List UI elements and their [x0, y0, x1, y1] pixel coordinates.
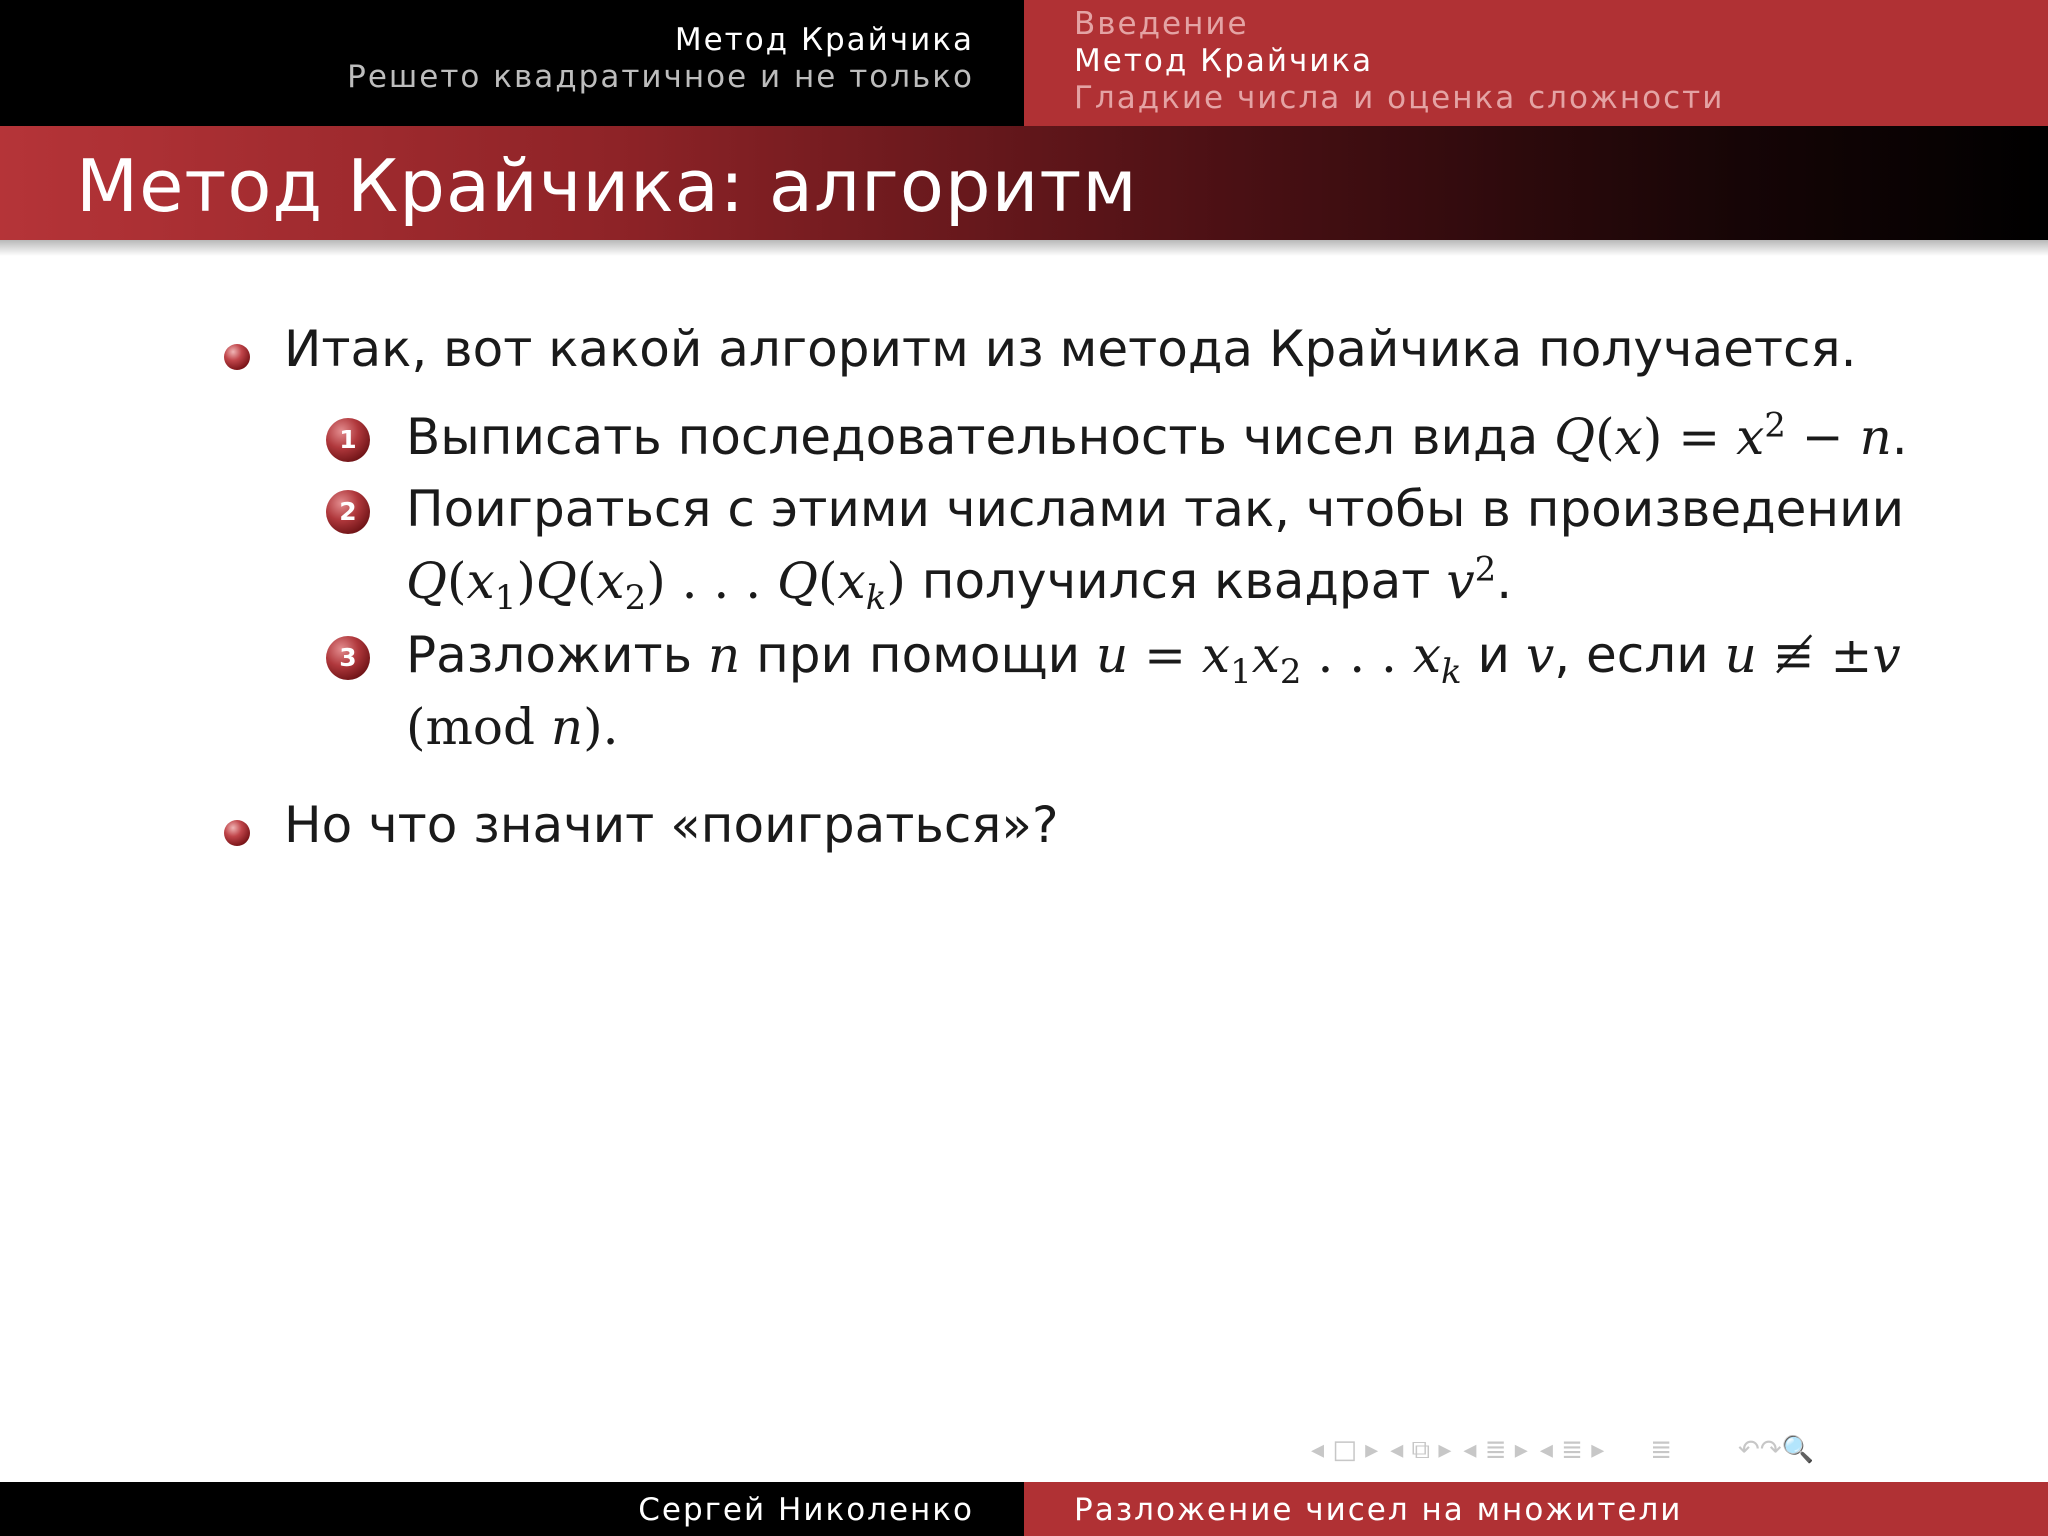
enumerate-item-2-cont: [406, 549, 1513, 618]
nav-outline-icon[interactable]: ≣: [1650, 1435, 1673, 1465]
frame-title: Метод Крайчика: алгоритм: [76, 144, 1138, 228]
item-3-text-d: , если: [1554, 626, 1709, 684]
section-link-kraitchik[interactable]: Метод Крайчика: [1074, 43, 1374, 79]
item-3-text-a: Разложить: [406, 626, 693, 684]
formula-product: $Q(x_1)Q(x_2)$ . . . $Q(x_k)$: [406, 552, 906, 618]
footer-talk-title: Разложение чисел на множители: [1074, 1492, 1683, 1528]
item-1-text: Выписать последовательность чисел вида: [406, 408, 1539, 466]
item-3-text-c: и: [1477, 626, 1511, 684]
enumerate-item-3: [406, 626, 1901, 692]
bullet-text-question: Но что значит «поиграться»?: [284, 796, 1059, 854]
formula-u-def: $u = x_1x_2$ . . . $x_k$: [1095, 626, 1462, 692]
enumerate-item-2: Поиграться с этими числами так, чтобы в произведении: [406, 480, 1905, 538]
formula-q-x: $Q(x) = x^2 - n$.: [1554, 405, 1908, 466]
presentation-title[interactable]: Метод Крайчика: [674, 22, 974, 58]
bullet-ball: [224, 344, 250, 370]
footer-right-panel: [1024, 1482, 2048, 1536]
item-2-cont-text: получился квадрат: [921, 552, 1431, 610]
nav-search-icon[interactable]: ↶↷🔍: [1738, 1435, 1814, 1465]
item-3-text-b: при помощи: [756, 626, 1081, 684]
footer-author: Сергей Николенко: [638, 1492, 974, 1528]
enumerate-number-1: 1: [326, 418, 370, 462]
formula-v: v: [1525, 626, 1555, 684]
formula-n: n: [707, 626, 741, 684]
nav-section-icon[interactable]: ◂ ≣ ▸: [1463, 1435, 1528, 1465]
enumerate-number-2: 2: [326, 490, 370, 534]
bullet-ball: [224, 820, 250, 846]
nav-subsection-icon[interactable]: ◂ ⧉ ▸: [1390, 1434, 1452, 1465]
footer-left-panel: [0, 1482, 1024, 1536]
beamer-navigation: [1305, 1432, 1820, 1468]
bullet-text-intro: Итак, вот какой алгоритм из метода Крайчика получается.: [284, 320, 1857, 378]
section-link-intro[interactable]: Введение: [1074, 6, 1249, 42]
section-link-smooth-numbers[interactable]: Гладкие числа и оценка сложности: [1074, 80, 1725, 116]
nav-document-icon[interactable]: ◂ ≣ ▸: [1539, 1435, 1605, 1465]
enumerate-item-1: [406, 405, 1908, 466]
formula-mod-n: (mod n).: [406, 698, 619, 756]
formula-v-squared: $v^2$.: [1446, 549, 1513, 610]
formula-congruence: u ≢ ±v: [1724, 626, 1901, 684]
nav-frame-icon[interactable]: ◂ □ ▸: [1311, 1435, 1379, 1465]
enumerate-number-3: 3: [326, 636, 370, 680]
presentation-subtitle[interactable]: Решето квадратичное и не только: [347, 59, 974, 95]
